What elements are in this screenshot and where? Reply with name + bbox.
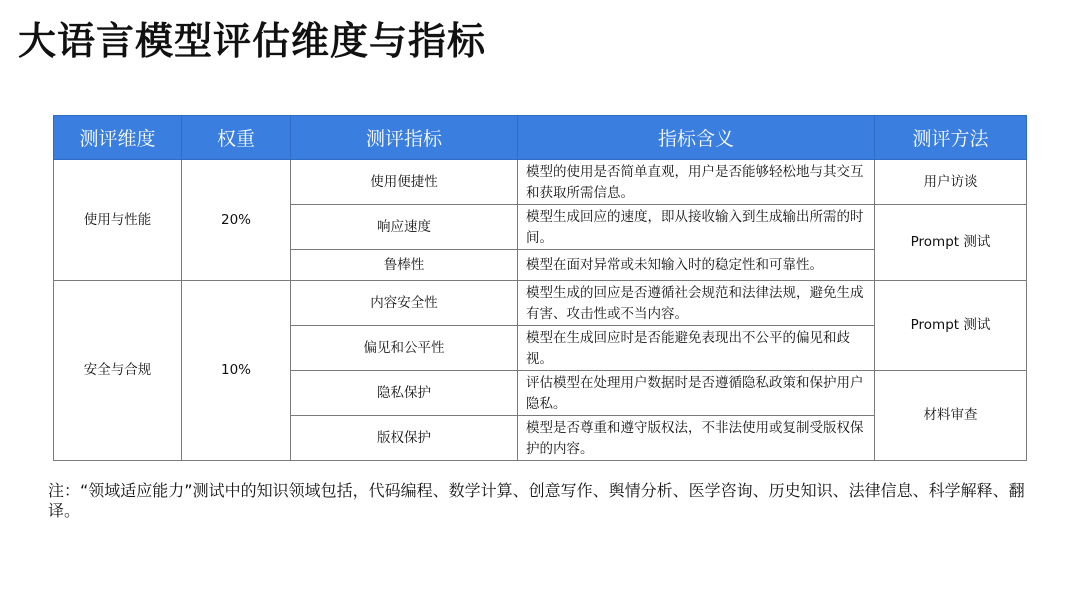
meaning-cell: 模型是否尊重和遵守版权法，不非法使用或复制受版权保护的内容。 bbox=[518, 416, 875, 461]
meaning-cell: 模型在面对异常或未知输入时的稳定性和可靠性。 bbox=[518, 250, 875, 281]
dimension-cell: 使用与性能 bbox=[54, 160, 182, 281]
header-method: 测评方法 bbox=[875, 116, 1027, 160]
weight-cell: 20% bbox=[182, 160, 291, 281]
footnote: 注：“领域适应能力”测试中的知识领域包括，代码编程、数学计算、创意写作、舆情分析、医学咨询、历史知识、法律信息、科学解释、翻译。 bbox=[48, 481, 1025, 520]
indicator-cell: 偏见和公平性 bbox=[291, 326, 518, 371]
indicator-cell: 使用便捷性 bbox=[291, 160, 518, 205]
page-title: 大语言模型评估维度与指标 bbox=[18, 19, 487, 63]
indicator-cell: 内容安全性 bbox=[291, 281, 518, 326]
indicator-cell: 鲁棒性 bbox=[291, 250, 518, 281]
evaluation-table bbox=[53, 115, 1027, 461]
dimension-cell: 安全与合规 bbox=[54, 281, 182, 461]
indicator-cell: 隐私保护 bbox=[291, 371, 518, 416]
method-cell: 用户访谈 bbox=[875, 160, 1027, 205]
method-cell: Prompt 测试 bbox=[875, 205, 1027, 281]
meaning-cell: 模型生成的回应是否遵循社会规范和法律法规，避免生成有害、攻击性或不当内容。 bbox=[518, 281, 875, 326]
meaning-cell: 模型的使用是否简单直观，用户是否能够轻松地与其交互和获取所需信息。 bbox=[518, 160, 875, 205]
table-row bbox=[54, 160, 1027, 205]
header-dimension: 测评维度 bbox=[54, 116, 182, 160]
indicator-cell: 版权保护 bbox=[291, 416, 518, 461]
header-weight: 权重 bbox=[182, 116, 291, 160]
header-meaning: 指标含义 bbox=[518, 116, 875, 160]
table-header-row bbox=[54, 116, 1027, 160]
meaning-cell: 模型在生成回应时是否能避免表现出不公平的偏见和歧视。 bbox=[518, 326, 875, 371]
table-row bbox=[54, 281, 1027, 326]
method-cell: Prompt 测试 bbox=[875, 281, 1027, 371]
meaning-cell: 评估模型在处理用户数据时是否遵循隐私政策和保护用户隐私。 bbox=[518, 371, 875, 416]
weight-cell: 10% bbox=[182, 281, 291, 461]
indicator-cell: 响应速度 bbox=[291, 205, 518, 250]
meaning-cell: 模型生成回应的速度，即从接收输入到生成输出所需的时间。 bbox=[518, 205, 875, 250]
header-indicator: 测评指标 bbox=[291, 116, 518, 160]
method-cell: 材料审查 bbox=[875, 371, 1027, 461]
